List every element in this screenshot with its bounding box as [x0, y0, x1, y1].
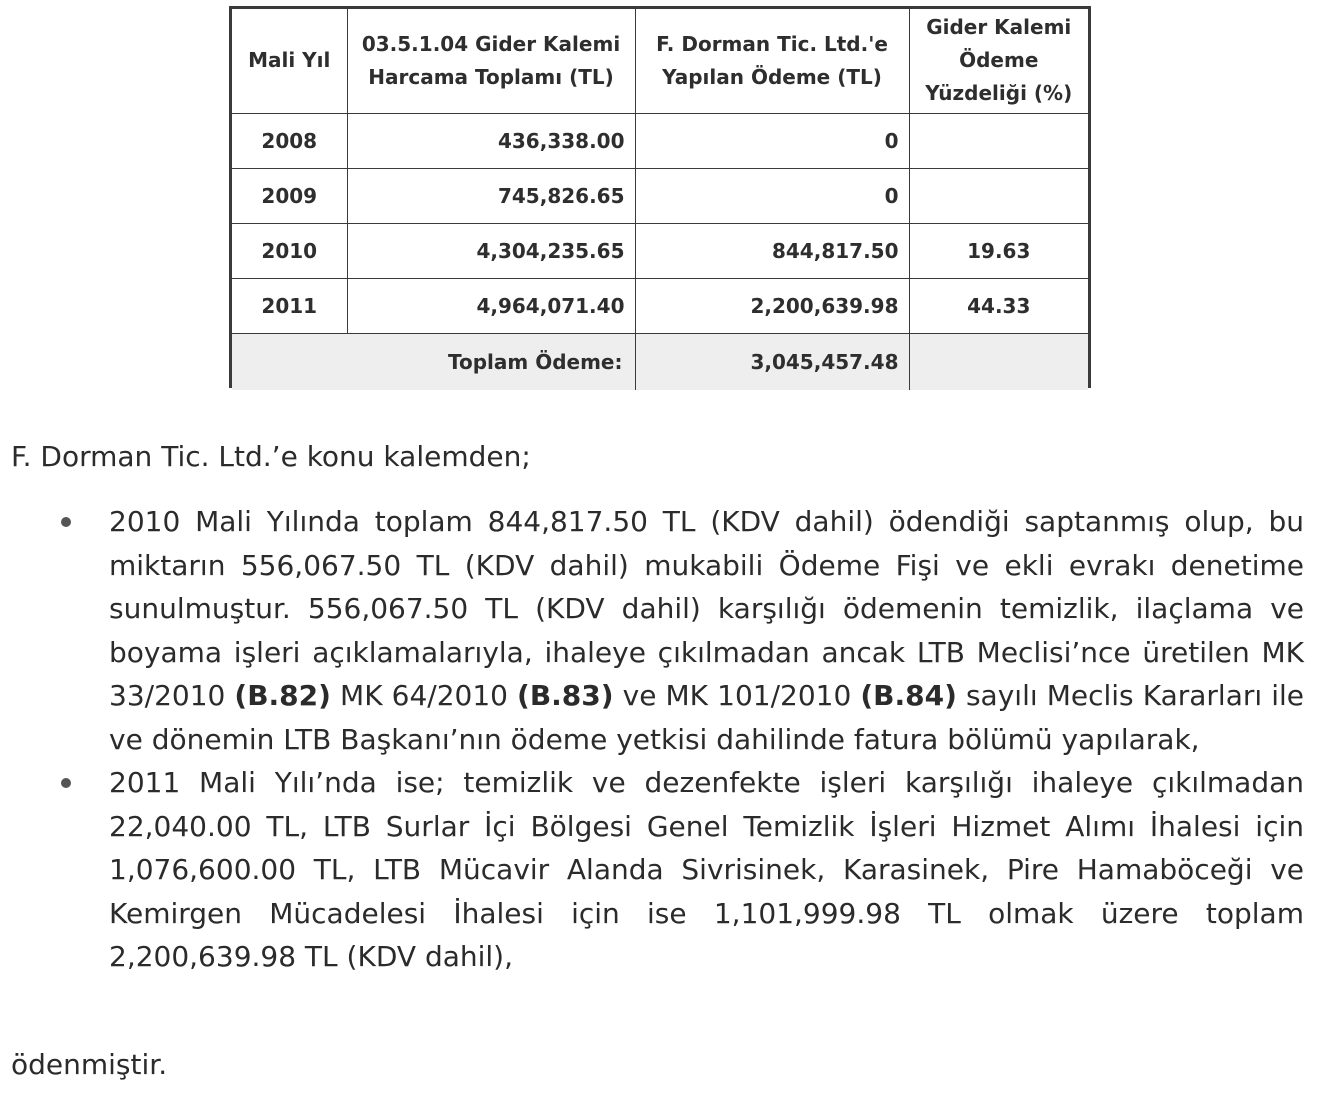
cell-expense-total: 745,826.65: [347, 168, 635, 223]
list-item: [58, 761, 1304, 979]
bullet-2010-text: [109, 500, 1304, 761]
cell-expense-total: 4,964,071.40: [347, 278, 635, 333]
cell-percent: [909, 113, 1088, 168]
cell-year: 2011: [232, 278, 347, 333]
header-percent-line3: Yüzdeliği (%): [925, 81, 1073, 106]
expense-table: [232, 9, 1088, 390]
total-payment-label: Toplam Ödeme:: [232, 333, 635, 390]
total-payment-value: 3,045,457.48: [635, 333, 909, 390]
reference-b83: (B.83): [517, 679, 614, 712]
bullet-2011-text: 2011 Mali Yılı’nda ise; temizlik ve dezenfekte işleri karşılığı ihaleye çıkılmadan 22,040.00 TL, LTB Surlar İçi Bölgesi Genel Temizlik İşleri Hizmet Alımı İhalesi için 1,076,600.00 TL, LTB Mücavir Alanda Sivrisinek, Karasinek, Pire Hamaböceği ve Kemirgen Mücadelesi İhalesi için ise 1,101,999.98 TL olmak üzere toplam 2,200,639.98 TL (KDV dahil),: [109, 766, 1304, 973]
table-row: [232, 223, 1088, 278]
bullet-2010-part2: MK 64/2010: [330, 679, 518, 712]
table-row: [232, 278, 1088, 333]
table-header-row: [232, 9, 1088, 113]
intro-text: F. Dorman Tic. Ltd.’e konu kalemden;: [11, 440, 531, 473]
bullet-2010-part1: 2010 Mali Yılında toplam 844,817.50 TL (KDV dahil) ödendiği saptanmış olup, bu miktarın 556,067.50 TL (KDV dahil) mukabili Ödeme Fişi ve ekli evrakı denetime sunulmuştur. 556,067.50 TL (KDV dahil) karşılığı ödemenin temizlik, ilaçlama ve boyama işleri açıklamalarıyla, ihaleye çıkılmadan ancak LTB Meclisi’nce üretilen MK 33/2010: [109, 505, 1304, 712]
cell-payment: 0: [635, 113, 909, 168]
table-total-row: [232, 333, 1088, 390]
header-year-label: Mali Yıl: [248, 48, 331, 73]
cell-percent: 19.63: [909, 223, 1088, 278]
table-row: [232, 113, 1088, 168]
reference-b84: (B.84): [860, 679, 957, 712]
bullet-dot-icon: [61, 778, 71, 788]
header-payment-line2: Yapılan Ödeme (TL): [662, 64, 882, 89]
cell-percent: [909, 168, 1088, 223]
header-percent-line2: Ödeme: [959, 48, 1039, 73]
cell-payment: 2,200,639.98: [635, 278, 909, 333]
cell-year: 2008: [232, 113, 347, 168]
cell-year: 2010: [232, 223, 347, 278]
header-expense-total-line1: 03.5.1.04 Gider Kalemi: [361, 31, 621, 56]
header-percent-line1: Gider Kalemi: [926, 15, 1072, 40]
reference-b82: (B.82): [234, 679, 331, 712]
payment-bullet-list: [58, 500, 1304, 979]
cell-expense-total: 4,304,235.65: [347, 223, 635, 278]
bullet-dot-icon: [61, 517, 71, 527]
closing-text: ödenmiştir.: [11, 1048, 168, 1081]
table-row: [232, 168, 1088, 223]
header-expense-total: [347, 9, 635, 113]
cell-year: 2009: [232, 168, 347, 223]
cell-payment: 844,817.50: [635, 223, 909, 278]
expense-table-container: [229, 6, 1091, 388]
cell-expense-total: 436,338.00: [347, 113, 635, 168]
bullet-2010-part3: ve MK 101/2010: [613, 679, 861, 712]
bullet-2010-part4: sayılı Meclis Kararları ile ve dönemin LTB Başkanı’nın ödeme yetkisi dahilinde fatura bölümü yapılarak,: [109, 679, 1304, 756]
list-item: [58, 500, 1304, 761]
header-year: [232, 9, 347, 113]
header-expense-total-line2: Harcama Toplamı (TL): [368, 64, 614, 89]
cell-percent: 44.33: [909, 278, 1088, 333]
header-percent: [909, 9, 1088, 113]
header-payment: [635, 9, 909, 113]
total-empty-cell: [909, 333, 1088, 390]
header-payment-line1: F. Dorman Tic. Ltd.'e: [656, 31, 888, 56]
cell-payment: 0: [635, 168, 909, 223]
